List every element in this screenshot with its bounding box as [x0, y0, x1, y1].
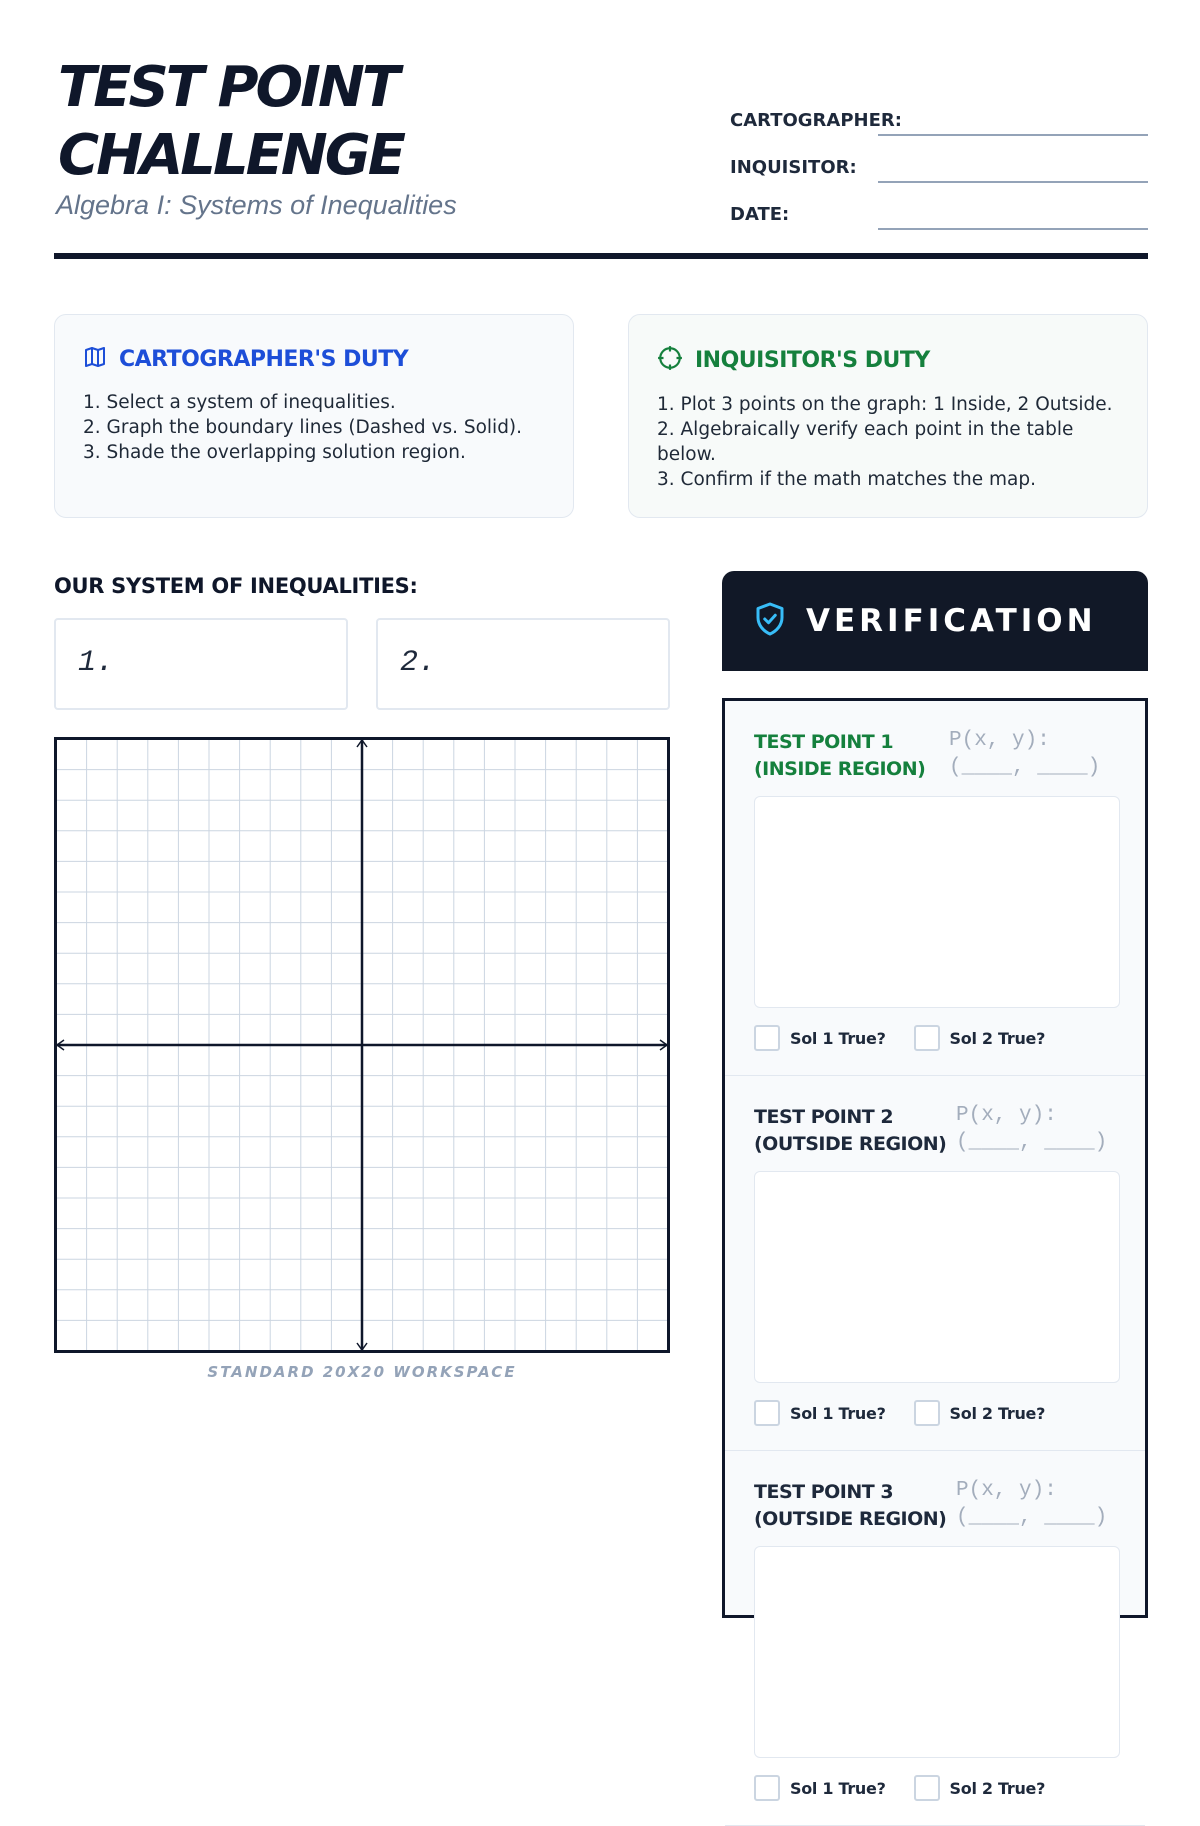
coord-blank[interactable]: (____, ____): [949, 756, 1101, 779]
test-point-2: [725, 1076, 1145, 1451]
sol1-check[interactable]: [754, 1400, 886, 1426]
sol2-check[interactable]: [914, 1025, 1046, 1051]
inquisitor-duty-title: INQUISITOR'S DUTY: [695, 348, 930, 373]
checkbox[interactable]: [754, 1400, 780, 1426]
test-point-1: [725, 701, 1145, 1076]
checkbox[interactable]: [754, 1775, 780, 1801]
coord-blank[interactable]: (____, ____): [956, 1506, 1108, 1529]
sol1-check-label: Sol 1 True?: [790, 1028, 886, 1048]
coord-blank[interactable]: (____, ____): [956, 1131, 1108, 1154]
system-label: OUR SYSTEM OF INEQUALITIES:: [54, 574, 418, 598]
test-point-3-name: [754, 1479, 946, 1533]
test-point-2-name: [754, 1104, 946, 1158]
crosshair-icon: [657, 345, 683, 376]
inquisitor-field[interactable]: [730, 145, 1148, 185]
inequality-1-input[interactable]: 1.: [54, 618, 348, 710]
cartographer-step: 1. Select a system of inequalities.: [83, 392, 396, 413]
coord-label: P(x, y):: [956, 1104, 1057, 1127]
sol2-check-label: Sol 2 True?: [949, 1778, 1046, 1798]
coord-label: P(x, y):: [949, 729, 1050, 752]
test-point-3-title: TEST POINT 3: [754, 1481, 894, 1503]
inquisitor-step: 2. Algebraically verify each point in the table below.: [657, 419, 1074, 465]
test-point-1-coord[interactable]: [949, 727, 1100, 781]
cartographer-duty-card: [54, 314, 574, 518]
inquisitor-steps: [657, 392, 1119, 492]
cartographer-blank[interactable]: [878, 134, 1148, 136]
checkbox[interactable]: [754, 1025, 780, 1051]
worksheet-title: [58, 54, 403, 190]
title-line-1: TEST POINT: [58, 55, 398, 120]
test-point-3: [725, 1451, 1145, 1826]
cartographer-field[interactable]: [730, 98, 1148, 138]
worksheet-subtitle: Algebra I: Systems of Inequalities: [56, 190, 457, 220]
date-blank[interactable]: [878, 228, 1148, 230]
shield-check-icon: [752, 601, 788, 642]
sol2-check-label: Sol 2 True?: [949, 1403, 1046, 1423]
cartographer-steps: [83, 390, 545, 465]
checkbox[interactable]: [914, 1025, 940, 1051]
graph-caption: STANDARD 20X20 WORKSPACE: [207, 1363, 517, 1381]
date-label: DATE:: [730, 204, 790, 225]
test-point-1-name: [754, 729, 925, 783]
inquisitor-blank[interactable]: [878, 181, 1148, 183]
checkbox[interactable]: [914, 1400, 940, 1426]
sol1-check-label: Sol 1 True?: [790, 1778, 886, 1798]
inquisitor-label: INQUISITOR:: [730, 157, 857, 178]
test-point-1-region: (INSIDE REGION): [754, 758, 926, 780]
inquisitor-step: 3. Confirm if the math matches the map.: [657, 469, 1036, 490]
test-point-2-work-area[interactable]: [754, 1171, 1120, 1383]
sol1-check[interactable]: [754, 1025, 886, 1051]
inquisitor-duty-card: [628, 314, 1148, 518]
test-point-3-work-area[interactable]: [754, 1546, 1120, 1758]
test-point-2-coord[interactable]: [956, 1102, 1107, 1156]
inequality-2-input[interactable]: 2.: [376, 618, 670, 710]
cartographer-label: CARTOGRAPHER:: [730, 110, 902, 131]
test-point-3-coord[interactable]: [956, 1477, 1107, 1531]
inquisitor-step: 1. Plot 3 points on the graph: 1 Inside, 2 Outside.: [657, 394, 1113, 415]
sol1-check-label: Sol 1 True?: [790, 1403, 886, 1423]
checkbox[interactable]: [914, 1775, 940, 1801]
coordinate-grid[interactable]: [54, 737, 670, 1353]
verification-title: VERIFICATION: [806, 603, 1097, 639]
title-line-2: CHALLENGE: [58, 123, 404, 188]
test-point-1-work-area[interactable]: [754, 796, 1120, 1008]
cartographer-duty-title: CARTOGRAPHER'S DUTY: [119, 347, 409, 372]
sol1-check[interactable]: [754, 1775, 886, 1801]
sol2-check[interactable]: [914, 1775, 1046, 1801]
test-point-2-title: TEST POINT 2: [754, 1106, 894, 1128]
cartographer-step: 2. Graph the boundary lines (Dashed vs. Solid).: [83, 417, 523, 438]
verification-header: [722, 571, 1148, 671]
map-icon: [83, 345, 107, 374]
verification-panel: [722, 698, 1148, 1798]
test-point-2-region: (OUTSIDE REGION): [754, 1133, 947, 1155]
cartographer-step: 3. Shade the overlapping solution region.: [83, 442, 466, 463]
sol2-check-label: Sol 2 True?: [949, 1028, 1046, 1048]
test-point-3-region: (OUTSIDE REGION): [754, 1508, 947, 1530]
sol2-check[interactable]: [914, 1400, 1046, 1426]
header-divider: [54, 253, 1148, 259]
date-field[interactable]: [730, 192, 1148, 232]
test-point-1-title: TEST POINT 1: [754, 731, 894, 753]
coord-label: P(x, y):: [956, 1479, 1057, 1502]
